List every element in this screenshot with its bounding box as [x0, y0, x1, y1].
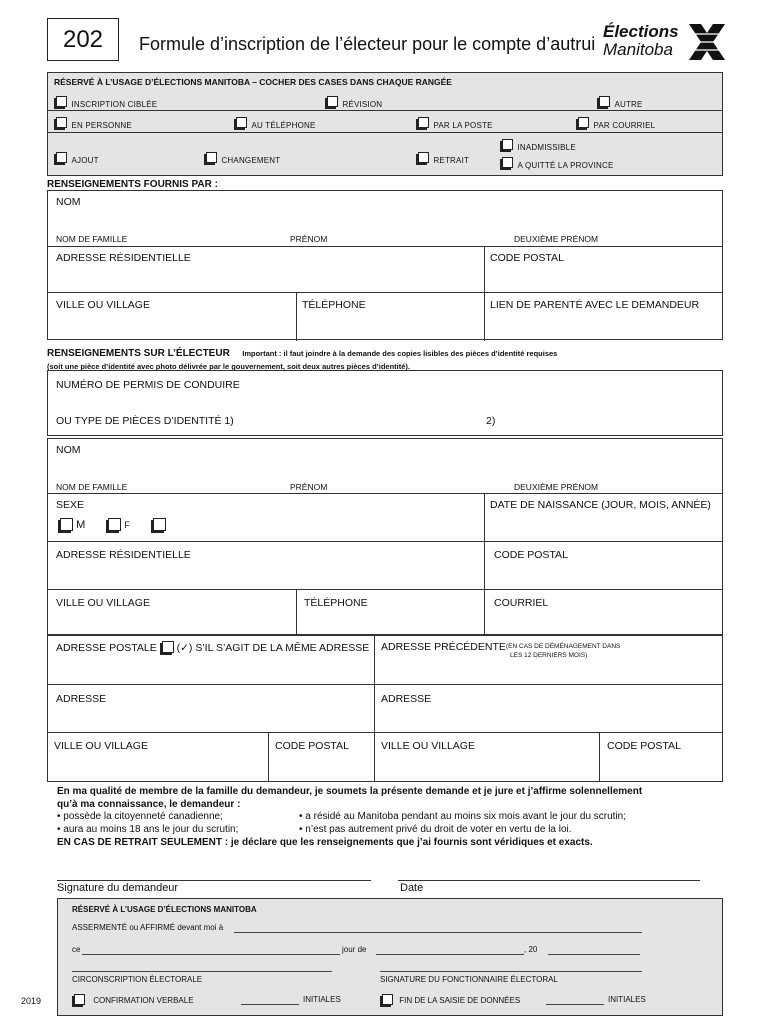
elector-deuxieme-prenom: DEUXIÈME PRÉNOM: [514, 482, 599, 492]
precedente-note2: LES 12 DERNIERS MOIS): [510, 652, 588, 659]
annee-line[interactable]: [548, 954, 640, 955]
label-autre: AUTRE: [614, 100, 643, 109]
label-par-courriel: PAR COURRIEL: [593, 121, 656, 130]
checkbox-confirmation-verbale[interactable]: [74, 994, 85, 1005]
id-section: [47, 370, 723, 436]
declaration-bullet4: • n’est pas autrement privé du droit de voter en vertu de la loi.: [299, 824, 572, 835]
footer-year: 2019: [21, 996, 42, 1006]
postale-code-label: CODE POSTAL: [275, 740, 349, 752]
postale-ville-label: VILLE OU VILLAGE: [54, 740, 148, 752]
checkbox-inscription-ciblee[interactable]: [56, 96, 67, 107]
label-en-personne: EN PERSONNE: [71, 121, 132, 130]
precedente-adresse-label: ADRESSE: [381, 693, 432, 705]
conf-label: CONFIRMATION VERBALE: [93, 995, 194, 1005]
sig-fonc-line[interactable]: [380, 971, 642, 972]
precedente-ville-label: VILLE OU VILLAGE: [381, 740, 475, 752]
signature-label: Signature du demandeur: [57, 882, 179, 894]
precedente-note1: (EN CAS DE DÉMÉNAGEMENT DANS: [506, 643, 621, 650]
provider-lien-label: LIEN DE PARENTÉ AVEC LE DEMANDEUR: [490, 299, 700, 311]
elector-heading-block: [47, 343, 727, 371]
address-section: [47, 634, 723, 782]
label-sexe-m: M: [76, 519, 86, 532]
postale-adresse-label: ADRESSE: [56, 693, 107, 705]
form-number-box: 202: [47, 18, 119, 61]
label-retrait: RETRAIT: [433, 156, 470, 165]
assermente-line[interactable]: [234, 932, 642, 933]
checkbox-fin-saisie[interactable]: [382, 994, 393, 1005]
provider-adresse-label: ADRESSE RÉSIDENTIELLE: [56, 252, 191, 264]
provider-telephone-label: TÉLÉPHONE: [302, 299, 366, 311]
adresse-postale-label: ADRESSE POSTALE: [56, 641, 157, 654]
label-inscription-ciblee: INSCRIPTION CIBLÉE: [71, 100, 158, 109]
label-quitte-province: A QUITTÉ LA PROVINCE: [517, 161, 614, 170]
declaration-retrait: EN CAS DE RETRAIT SEULEMENT : je déclare que les renseignements que j’ai fournis sont véridiques et exacts.: [57, 837, 593, 848]
checkbox-par-courriel[interactable]: [578, 117, 589, 128]
pieces2-label: 2): [486, 415, 496, 427]
postale-label-block: [56, 641, 369, 655]
elector-heading: RENSEIGNEMENTS SUR L’ÉLECTEUR: [47, 348, 230, 359]
elector-nom-label: NOM: [56, 444, 81, 456]
checkbox-changement[interactable]: [206, 152, 217, 163]
provider-heading: RENSEIGNEMENTS FOURNIS PAR :: [47, 179, 218, 190]
date-label: Date: [400, 882, 424, 894]
sexe-label: SEXE: [56, 499, 85, 511]
assermente-label: ASSERMENTÉ ou AFFIRMÉ devant moi à: [72, 923, 224, 932]
logo-x-icon: [687, 22, 727, 62]
annee-label: , 20: [524, 945, 538, 954]
office-use-heading: RÉSERVÉ À L’USAGE D’ÉLECTIONS MANITOBA – COCHER DES CASES DANS CHAQUE RANGÉE: [54, 77, 452, 87]
naissance-label: DATE DE NAISSANCE (JOUR, MOIS, ANNÉE): [490, 499, 711, 511]
permis-label: NUMÉRO DE PERMIS DE CONDUIRE: [56, 379, 240, 391]
checkbox-autre[interactable]: [599, 96, 610, 107]
provider-section: [47, 190, 723, 340]
label-telephone: AU TÉLÉPHONE: [251, 121, 316, 130]
declaration-bullet2: • a résidé au Manitoba pendant au moins six mois avant le jour du scrutin;: [299, 811, 627, 822]
label-inadmissible: INADMISSIBLE: [517, 143, 576, 152]
elector-ville-label: VILLE OU VILLAGE: [56, 597, 150, 609]
checkbox-en-personne[interactable]: [56, 117, 67, 128]
elector-section: [47, 438, 723, 636]
elector-important2: (soit une pièce d’identité avec photo délivrée par le gouvernement, soit deux autres pièces d’identité).: [47, 362, 411, 371]
provider-nom-famille: NOM DE FAMILLE: [56, 234, 128, 244]
elector-code-postal-label: CODE POSTAL: [494, 549, 568, 561]
declaration-line2: qu’à ma connaissance, le demandeur :: [57, 798, 241, 810]
label-changement: CHANGEMENT: [221, 156, 281, 165]
checkbox-meme-adresse[interactable]: [162, 641, 174, 653]
ce-label: ce: [72, 945, 81, 954]
checkbox-telephone[interactable]: [236, 117, 247, 128]
declaration-bullet1: • possède la citoyenneté canadienne;: [57, 811, 223, 822]
checkbox-sexe-autre[interactable]: [153, 518, 166, 531]
elector-nom-famille: NOM DE FAMILLE: [56, 482, 128, 492]
precedente-note: [506, 642, 620, 660]
provider-deuxieme-prenom: DEUXIÈME PRÉNOM: [514, 234, 599, 244]
logo-line2: Manitoba: [603, 40, 673, 59]
office2-heading: RÉSERVÉ À L’USAGE D’ÉLECTIONS MANITOBA: [72, 905, 257, 914]
elector-adresse-label: ADRESSE RÉSIDENTIELLE: [56, 549, 191, 561]
checkbox-par-la-poste[interactable]: [418, 117, 429, 128]
initiales2-line[interactable]: [546, 1004, 604, 1005]
checkbox-retrait[interactable]: [418, 152, 429, 163]
declaration-bullet3: • aura au moins 18 ans le jour du scrutin;: [57, 824, 239, 835]
provider-nom-label: NOM: [56, 196, 81, 208]
precedente-label: ADRESSE PRÉCÉDENTE: [381, 641, 506, 653]
circ-line[interactable]: [72, 971, 332, 972]
checkbox-inadmissible[interactable]: [502, 139, 513, 150]
declaration-line1: En ma qualité de membre de la famille du demandeur, je soumets la présente demande et je jure et j’affirme solennellement: [57, 786, 643, 797]
declaration: [57, 786, 717, 850]
circ-label: CIRCONSCRIPTION ÉLECTORALE: [72, 975, 203, 984]
initiales1-line[interactable]: [241, 1004, 299, 1005]
page-title: Formule d’inscription de l’électeur pour le compte d’autrui: [139, 34, 596, 54]
label-revision: RÉVISION: [342, 100, 383, 109]
checkbox-sexe-f[interactable]: [108, 518, 121, 531]
jour-line[interactable]: [376, 954, 524, 955]
elector-prenom: PRÉNOM: [290, 482, 328, 492]
initiales2-label: INITIALES: [608, 995, 646, 1004]
signature-line[interactable]: [57, 880, 371, 881]
date-line[interactable]: [398, 880, 700, 881]
jour-label: jour de: [342, 945, 367, 954]
elector-telephone-label: TÉLÉPHONE: [304, 597, 368, 609]
provider-ville-label: VILLE OU VILLAGE: [56, 299, 150, 311]
initiales1-label: INITIALES: [303, 995, 341, 1004]
label-ajout: AJOUT: [71, 156, 99, 165]
provider-nom-input[interactable]: [56, 209, 716, 231]
meme-adresse-label: (✓) S’IL S’AGIT DE LA MÊME ADRESSE: [176, 641, 370, 654]
provider-prenom: PRÉNOM: [290, 234, 328, 244]
sig-fonc-label: SIGNATURE DU FONCTIONNAIRE ÉLECTORAL: [380, 975, 558, 984]
checkbox-ajout[interactable]: [56, 152, 67, 163]
provider-code-postal-label: CODE POSTAL: [490, 252, 564, 264]
fin-label: FIN DE LA SAISIE DE DONNÉES: [399, 995, 521, 1005]
label-par-la-poste: PAR LA POSTE: [433, 121, 493, 130]
logo-line1: Élections: [603, 22, 679, 41]
precedente-code-label: CODE POSTAL: [607, 740, 681, 752]
elector-courriel-label: COURRIEL: [494, 597, 549, 609]
pieces-label: OU TYPE DE PIÈCES D’IDENTITÉ 1): [56, 415, 234, 427]
elector-important: Important : il faut joindre à la demande des copies lisibles des pièces d’identité requises: [242, 349, 558, 358]
label-sexe-f: F: [124, 520, 130, 531]
ce-line[interactable]: [82, 954, 340, 955]
checkbox-revision[interactable]: [327, 96, 338, 107]
logo: [603, 22, 728, 64]
checkbox-quitte-province[interactable]: [502, 157, 513, 168]
office-use-section: [47, 72, 723, 176]
checkbox-sexe-m[interactable]: [60, 518, 73, 531]
office-use-2-section: [57, 898, 723, 1016]
